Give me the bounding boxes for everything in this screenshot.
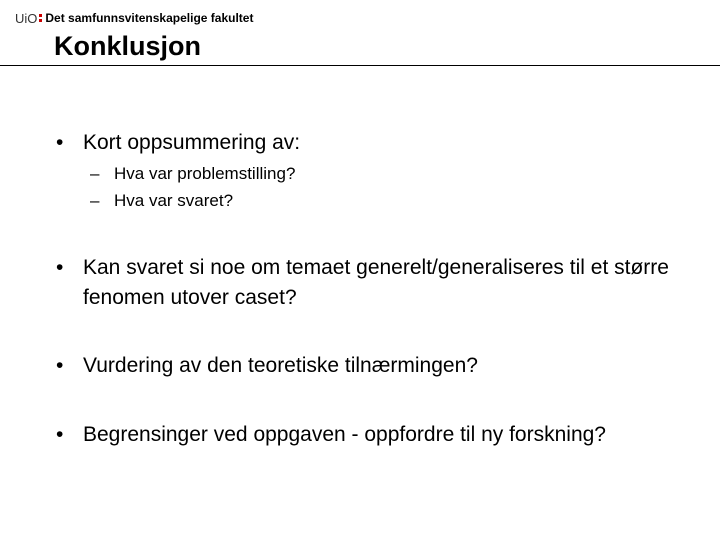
bullet-marker: • (56, 256, 64, 279)
sub-bullet-item (90, 189, 233, 213)
bullet-text: Vurdering av den teoretiske tilnærmingen? (83, 354, 478, 377)
title-divider (0, 65, 720, 66)
bullet-item (56, 253, 676, 313)
bullet-text: Kan svaret si noe om temaet generelt/generaliseres til et større fenomen utover caset? (83, 256, 669, 309)
bullet-marker: • (56, 131, 64, 154)
bullet-item (56, 128, 676, 158)
bullet-marker: • (56, 423, 64, 446)
faculty-header (15, 9, 253, 27)
bullet-item (56, 420, 676, 450)
sub-bullet-marker: – (90, 164, 100, 183)
sub-bullet-text: Hva var problemstilling? (114, 164, 296, 183)
sub-bullet-marker: – (90, 191, 100, 210)
faculty-name: Det samfunnsvitenskapelige fakultet (45, 11, 254, 25)
logo-dots-icon (39, 14, 42, 22)
bullet-text: Kort oppsummering av: (83, 131, 301, 154)
sub-bullet-item (90, 162, 295, 186)
sub-bullet-text: Hva var svaret? (114, 191, 234, 210)
bullet-text: Begrensinger ved oppgaven - oppfordre til ny forskning? (83, 423, 606, 446)
bullet-item (56, 351, 676, 381)
bullet-marker: • (56, 354, 64, 377)
uio-logo: UiO (15, 10, 38, 26)
slide-title: Konklusjon (54, 31, 201, 61)
